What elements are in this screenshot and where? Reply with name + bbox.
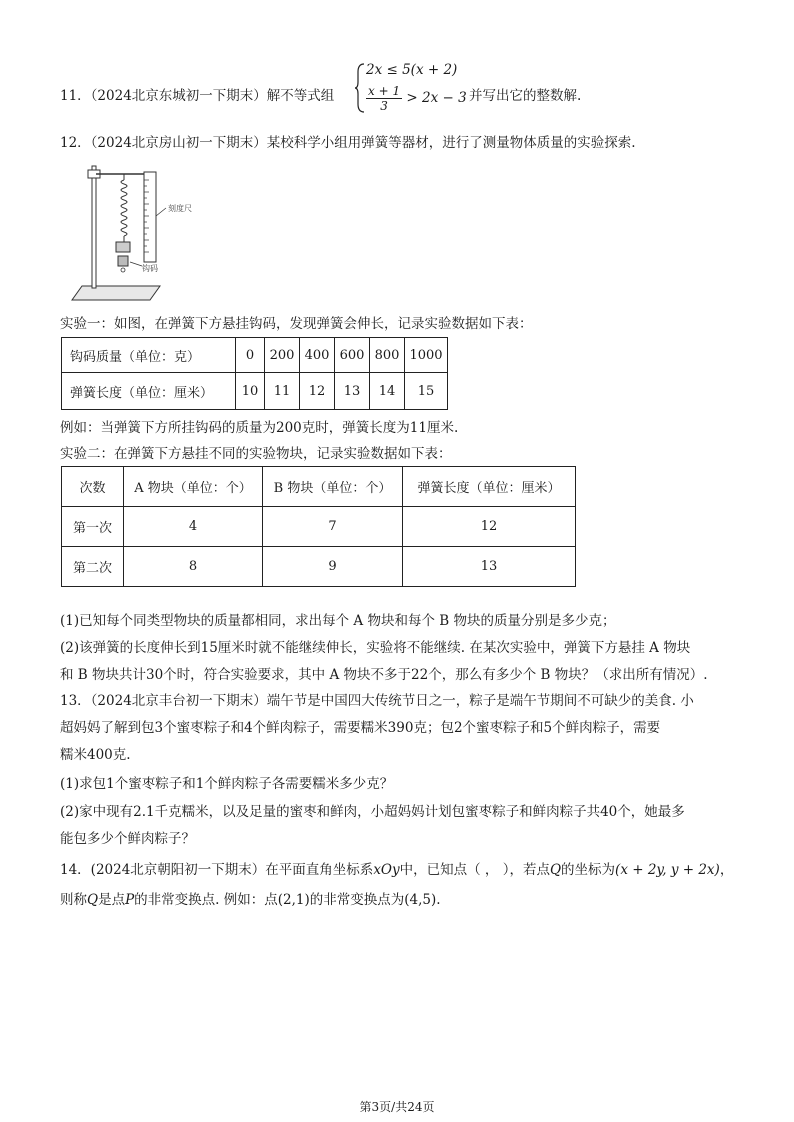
q14-math: (x + 2y, y + 2x) <box>615 862 720 878</box>
table-row <box>62 338 448 373</box>
q14-text: 则称 <box>60 892 87 908</box>
q11-ineq1: 2x ≤ 5(x + 2) <box>366 62 458 78</box>
table-cell: 11 <box>265 373 300 410</box>
page-footer: 第3页/共24页 <box>359 1100 435 1114</box>
q12-part1: (1)已知每个同类型物块的质量都相同，求出每个 A 物块和每个 B 物块的质量分别是多少克； <box>60 613 616 629</box>
table1-row2-header: 弹簧长度（单位：厘米） <box>62 373 236 410</box>
q14-line1 <box>60 858 733 878</box>
q14-text: 的坐标为 <box>561 862 616 878</box>
q14-text: 中，已知点（ ， ），若点 <box>399 862 550 878</box>
q14-text: ， <box>719 862 734 878</box>
q12-exp2-text: 实验二：在弹簧下方悬挂不同的实验物块，记录实验数据如下表： <box>60 446 452 462</box>
table-cell: 400 <box>300 338 335 373</box>
table-cell: 13 <box>335 373 370 410</box>
table-cell: 第一次 <box>62 507 124 547</box>
q14-math: P <box>125 892 135 908</box>
q13-line2: 超妈妈了解到包3个蜜枣粽子和4个鲜肉粽子，需要糯米390克；包2个蜜枣粽子和5个鲜肉粽子，需要 <box>60 720 661 736</box>
table-cell: 1000 <box>405 338 448 373</box>
table-cell: 12 <box>403 507 576 547</box>
q11-ineq2 <box>366 84 467 113</box>
q11-ineq2-denominator: 3 <box>380 99 388 113</box>
spring-apparatus-figure <box>70 158 170 304</box>
q14-text: 是点 <box>98 892 126 908</box>
q14-math: Q <box>549 862 562 878</box>
q12-part2-line2: 和 B 物块共计30个时，符合实验要求，其中 A 物块不多于22个，那么有多少个 B 物块？（求出所有情况）. <box>60 667 708 683</box>
table-header-cell: A 物块（单位：个） <box>124 467 263 507</box>
q11-ineq2-numerator: x + 1 <box>368 84 401 98</box>
table-cell: 10 <box>236 373 265 410</box>
table-cell: 200 <box>265 338 300 373</box>
table-cell: 4 <box>124 507 263 547</box>
table-row <box>62 547 576 587</box>
table-experiment-1 <box>61 337 448 410</box>
q11-suffix: 并写出它的整数解. <box>469 88 582 104</box>
table-header-cell: 次数 <box>62 467 124 507</box>
table-header-cell: B 物块（单位：个） <box>263 467 403 507</box>
q14-text: . <box>436 892 441 908</box>
table-cell: 12 <box>300 373 335 410</box>
q11-brace <box>354 62 366 114</box>
q12-example: 例如：当弹簧下方所挂钩码的质量为200克时，弹簧长度为11厘米. <box>60 420 459 436</box>
q12-part2-line1: (2)该弹簧的长度伸长到15厘米时就不能继续伸长，实验将不能继续. 在某次实验中，弹簧下方悬挂 A 物块 <box>60 640 691 656</box>
table-cell: 0 <box>236 338 265 373</box>
table-experiment-2 <box>61 466 576 587</box>
q11-ineq2-rest: > 2x − 3 <box>406 90 467 106</box>
table-cell: 15 <box>405 373 448 410</box>
table-cell: 600 <box>335 338 370 373</box>
q12-exp1-text: 实验一：如图，在弹簧下方悬挂钩码，发现弹簧会伸长，记录实验数据如下表： <box>60 316 533 332</box>
q14-line2 <box>60 888 441 908</box>
q14-math: (4,5) <box>404 892 437 908</box>
table-row <box>62 373 448 410</box>
figure-label-scale: 刻度尺 <box>168 204 192 213</box>
q13-line1: 13．（2024北京丰台初一下期末）端午节是中国四大传统节日之一，粽子是端午节期间不可缺少的美食. 小 <box>60 693 694 709</box>
table-row <box>62 507 576 547</box>
table-cell: 9 <box>263 547 403 587</box>
q14-math: Q <box>87 892 99 908</box>
table-header-cell: 弹簧长度（单位：厘米） <box>403 467 576 507</box>
table-cell: 13 <box>403 547 576 587</box>
table-cell: 第二次 <box>62 547 124 587</box>
q13-line3: 糯米400克. <box>60 747 131 763</box>
q14-text: 的非常变换点. 例如：点(2,1)的非常变换点为 <box>134 892 405 908</box>
q11-prefix: 11．（2024北京东城初一下期末）解不等式组 <box>60 88 335 104</box>
table-cell: 7 <box>263 507 403 547</box>
q14-math: xOy <box>373 862 400 878</box>
table1-row1-header: 钩码质量（单位：克） <box>62 338 236 373</box>
q13-part2-line2: 能包多少个鲜肉粽子？ <box>60 831 195 847</box>
table-row <box>62 467 576 507</box>
figure-label-weight: 钩码 <box>142 264 158 273</box>
q13-part1: (1)求包1个蜜枣粽子和1个鲜肉粽子各需要糯米多少克？ <box>60 776 394 792</box>
q13-part2-line1: (2)家中现有2.1千克糯米，以及足量的蜜枣和鲜肉，小超妈妈计划包蜜枣粽子和鲜肉粽子共40个，她最多 <box>60 804 685 820</box>
q14-text: 14．(2024北京朝阳初一下期末）在平面直角坐标系 <box>60 862 374 878</box>
table-cell: 8 <box>124 547 263 587</box>
table-cell: 14 <box>370 373 405 410</box>
q12-intro: 12．（2024北京房山初一下期末）某校科学小组用弹簧等器材，进行了测量物体质量的实验探索. <box>60 135 636 151</box>
table-cell: 800 <box>370 338 405 373</box>
